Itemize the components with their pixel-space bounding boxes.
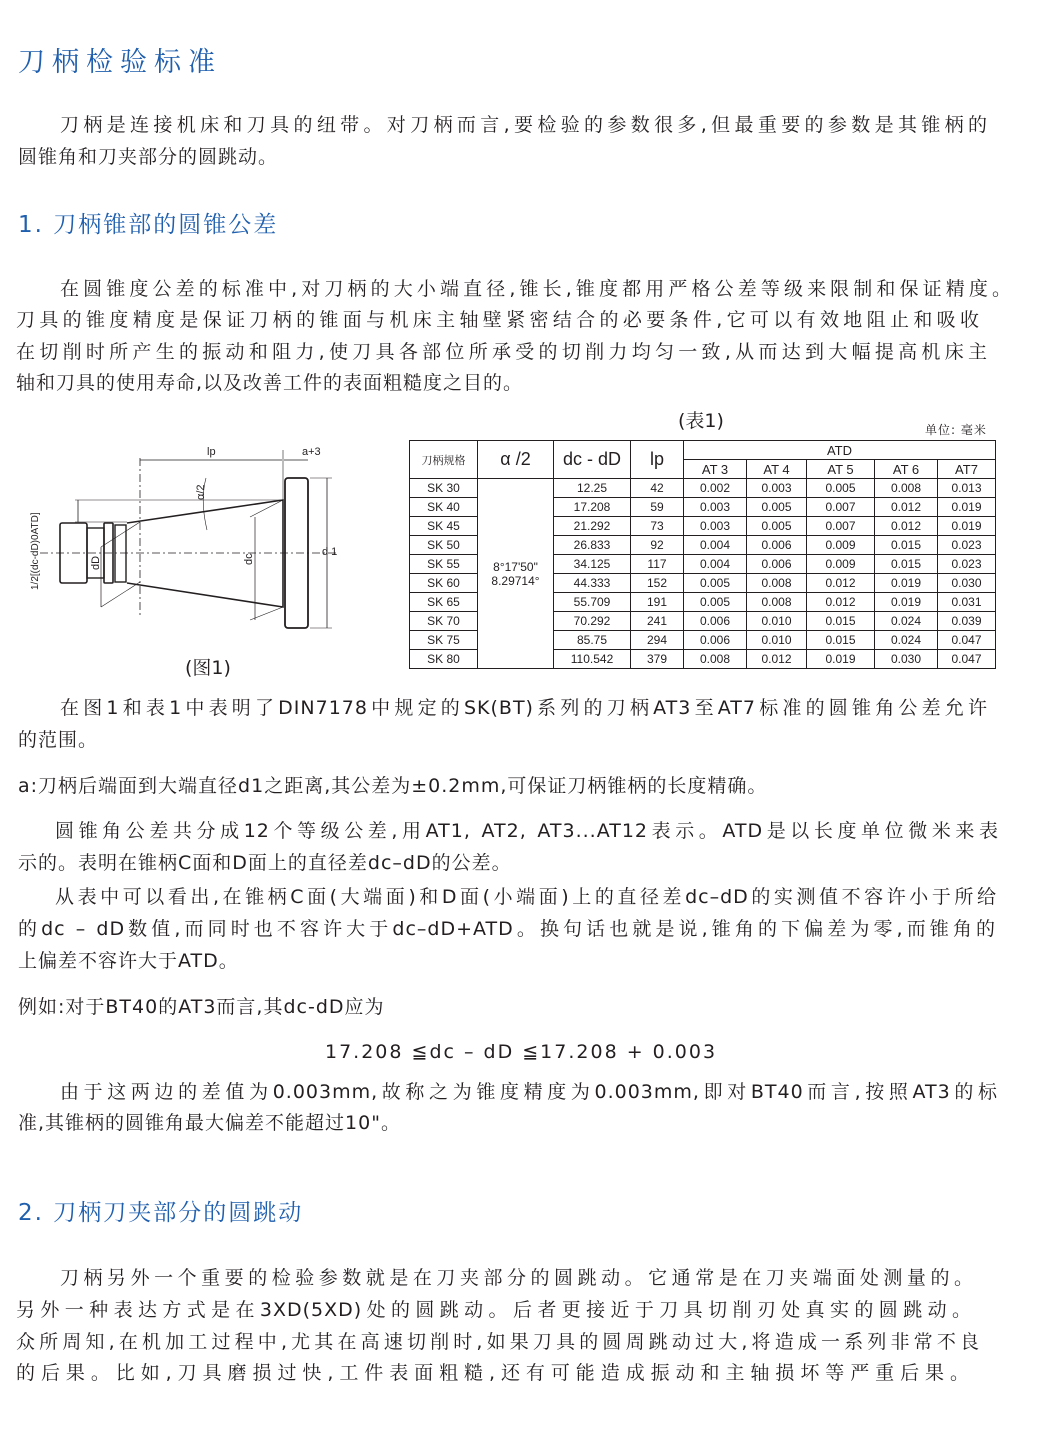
header-at: AT 6 [875, 460, 938, 479]
table-cell: 0.023 [938, 536, 996, 555]
para-line: a:刀柄后端面到大端直径d1之距离,其公差为±0.2mm,可保证刀柄锥柄的长度精确。 [18, 775, 768, 797]
table-cell: 0.009 [807, 555, 875, 574]
header-at: AT 3 [684, 460, 747, 479]
tolerance-table [409, 440, 996, 669]
table-cell: 0.007 [807, 517, 875, 536]
para-line: 由于这两边的差值为0.003mm,故称之为锥度精度为0.003mm,即对BT40而言,按照AT3的标 [60, 1081, 998, 1103]
table-cell: 0.005 [747, 517, 807, 536]
table-cell: 0.015 [807, 612, 875, 631]
para-line: 刀具的锥度精度是保证刀柄的锥面与机床主轴壁紧密结合的必要条件,它可以有效地阻止和吸收 [16, 309, 980, 331]
para-line: 示的。表明在锥柄C面和D面上的直径差dc–dD的公差。 [18, 852, 512, 874]
table-cell: 17.208 [554, 498, 631, 517]
table-cell: 0.010 [747, 631, 807, 650]
table-cell: 0.009 [807, 536, 875, 555]
table-cell: 0.005 [807, 479, 875, 498]
table-cell: 0.039 [938, 612, 996, 631]
table-cell: 379 [631, 650, 684, 669]
table-cell: 0.024 [875, 612, 938, 631]
angle-cell [478, 479, 554, 669]
table-cell: 55.709 [554, 593, 631, 612]
table-cell: 0.015 [875, 555, 938, 574]
tolerance-label: 1/2[(dc-dD)0ATD] [30, 512, 41, 590]
taper-shank-diagram [0, 430, 400, 690]
formula: 17.208 ≦dc – dD ≦17.208 + 0.003 [325, 1041, 718, 1063]
lp-label: lp [207, 446, 216, 458]
header-lp: lp [631, 441, 684, 479]
header-alpha: α /2 [478, 441, 554, 479]
para-line: 另外一种表达方式是在3XD(5XD)处的圆跳动。后者更接近于刀具切削刃处真实的圆跳动。 [16, 1299, 972, 1321]
table-cell: 44.333 [554, 574, 631, 593]
header-at: AT7 [938, 460, 996, 479]
table-cell: 0.002 [684, 479, 747, 498]
table-cell: 0.006 [684, 612, 747, 631]
table-cell: SK 65 [410, 593, 478, 612]
table-cell: 0.007 [807, 498, 875, 517]
para-line: 的范围。 [18, 729, 99, 751]
table-cell: 241 [631, 612, 684, 631]
table-cell: 117 [631, 555, 684, 574]
dD-label: dD [90, 555, 102, 570]
table-cell: 0.030 [938, 574, 996, 593]
para-line: 例如:对于BT40的AT3而言,其dc-dD应为 [18, 996, 385, 1018]
d1-label: d 1 [322, 546, 338, 558]
table-cell: 73 [631, 517, 684, 536]
header-spec: 刀柄规格 [410, 441, 478, 479]
table-cell: 0.019 [938, 498, 996, 517]
para-line: 准,其锥柄的圆锥角最大偏差不能超过10"。 [18, 1112, 401, 1134]
para-line: 在图1和表1中表明了DIN7178中规定的SK(BT)系列的刀柄AT3至AT7标准的圆锥角公差允许 [60, 697, 988, 719]
a3-label: a+3 [302, 446, 321, 458]
para-line: 在圆锥度公差的标准中,对刀柄的大小端直径,锥长,锥度都用严格公差等级来限制和保证精度。 [60, 278, 1012, 300]
table-cell: 0.003 [684, 498, 747, 517]
table-cell: 152 [631, 574, 684, 593]
table-cell: 0.004 [684, 536, 747, 555]
dc-label: dc [243, 553, 255, 565]
table-cell: 26.833 [554, 536, 631, 555]
table-row [410, 479, 996, 498]
para-line: 上偏差不容许大于ATD。 [18, 950, 239, 972]
table-cell: 0.010 [747, 612, 807, 631]
table-cell: 0.012 [875, 517, 938, 536]
para-line: 的dc – dD数值,而同时也不容许大于dc–dD+ATD。换句话也就是说,锥角的下偏差为零,而锥角的 [18, 918, 996, 940]
section-heading-2: 2. 刀柄刀夹部分的圆跳动 [18, 1200, 304, 1226]
table-cell: 0.019 [875, 574, 938, 593]
figure-caption: (图1) [185, 657, 231, 679]
para-line: 在切削时所产生的振动和阻力,使刀具各部位所承受的切削力均匀一致,从而达到大幅提高机床主 [16, 341, 988, 363]
table-cell: 0.006 [684, 631, 747, 650]
table-cell: 0.012 [807, 593, 875, 612]
table-cell: 0.008 [684, 650, 747, 669]
table-cell: SK 75 [410, 631, 478, 650]
header-atd: ATD [684, 441, 996, 460]
intro-line: 刀柄是连接机床和刀具的纽带。对刀柄而言,要检验的参数很多,但最重要的参数是其锥柄的 [60, 114, 988, 136]
table-cell: 21.292 [554, 517, 631, 536]
table-cell: 92 [631, 536, 684, 555]
para-line: 刀柄另外一个重要的检验参数就是在刀夹部分的圆跳动。它通常是在刀夹端面处测量的。 [60, 1267, 974, 1289]
table-cell: SK 60 [410, 574, 478, 593]
table-cell: 0.003 [684, 517, 747, 536]
para-line: 众所周知,在机加工过程中,尤其在高速切削时,如果刀具的圆周跳动过大,将造成一系列非常不良 [16, 1331, 980, 1353]
header-diff: dc - dD [554, 441, 631, 479]
table-cell: 0.005 [684, 574, 747, 593]
table-cell: 0.015 [875, 536, 938, 555]
table-cell: 0.030 [875, 650, 938, 669]
table-cell: 34.125 [554, 555, 631, 574]
section-heading-1: 1. 刀柄锥部的圆锥公差 [18, 212, 279, 238]
table-cell: 0.005 [747, 498, 807, 517]
para-line: 轴和刀具的使用寿命,以及改善工件的表面粗糙度之目的。 [16, 372, 524, 394]
table-cell: 0.008 [747, 593, 807, 612]
table-cell: SK 40 [410, 498, 478, 517]
table-cell: 110.542 [554, 650, 631, 669]
intro-line: 圆锥角和刀夹部分的圆跳动。 [18, 146, 279, 168]
table-cell: 0.006 [747, 555, 807, 574]
table-cell: 0.047 [938, 631, 996, 650]
table-cell: 294 [631, 631, 684, 650]
table-cell: 0.019 [807, 650, 875, 669]
table-cell: 0.012 [875, 498, 938, 517]
table-cell: 0.003 [747, 479, 807, 498]
table-cell: 0.019 [938, 517, 996, 536]
table-cell: 0.031 [938, 593, 996, 612]
para-line: 圆锥角公差共分成12个等级公差,用AT1, AT2, AT3...AT12表示。ATD是以长度单位微米来表 [55, 820, 999, 842]
table-cell: 59 [631, 498, 684, 517]
table-cell: 0.015 [807, 631, 875, 650]
unit-label: 单位: 毫米 [925, 423, 987, 437]
table-cell: 0.024 [875, 631, 938, 650]
header-at: AT 4 [747, 460, 807, 479]
angle-value: 8°17'50" [493, 559, 538, 574]
table-cell: 0.005 [684, 593, 747, 612]
table-cell: 0.008 [747, 574, 807, 593]
table-cell: SK 50 [410, 536, 478, 555]
para-line: 从表中可以看出,在锥柄C面(大端面)和D面(小端面)上的直径差dc–dD的实测值不容许小于所给 [55, 886, 997, 908]
para-line: 的后果。比如,刀具磨损过快,工件表面粗糙,还有可能造成振动和主轴损坏等严重后果。 [16, 1362, 970, 1384]
table-cell: SK 30 [410, 479, 478, 498]
table-cell: SK 80 [410, 650, 478, 669]
table-cell: 0.019 [875, 593, 938, 612]
table-cell: 85.75 [554, 631, 631, 650]
table-cell: 0.047 [938, 650, 996, 669]
table-cell: 0.012 [747, 650, 807, 669]
table-cell: 0.008 [875, 479, 938, 498]
table-cell: 42 [631, 479, 684, 498]
table-cell: SK 45 [410, 517, 478, 536]
table-cell: 0.004 [684, 555, 747, 574]
page-title: 刀柄检验标准 [18, 47, 222, 78]
angle-value: 8.29714° [491, 573, 540, 588]
alpha-label: α/2 [195, 484, 207, 500]
table-cell: 12.25 [554, 479, 631, 498]
header-at: AT 5 [807, 460, 875, 479]
table-cell: SK 70 [410, 612, 478, 631]
table-cell: 0.023 [938, 555, 996, 574]
table-caption: (表1) [678, 410, 724, 432]
table-cell: SK 55 [410, 555, 478, 574]
table-cell: 70.292 [554, 612, 631, 631]
table-cell: 0.012 [807, 574, 875, 593]
table-cell: 0.013 [938, 479, 996, 498]
table-cell: 191 [631, 593, 684, 612]
table-cell: 0.006 [747, 536, 807, 555]
